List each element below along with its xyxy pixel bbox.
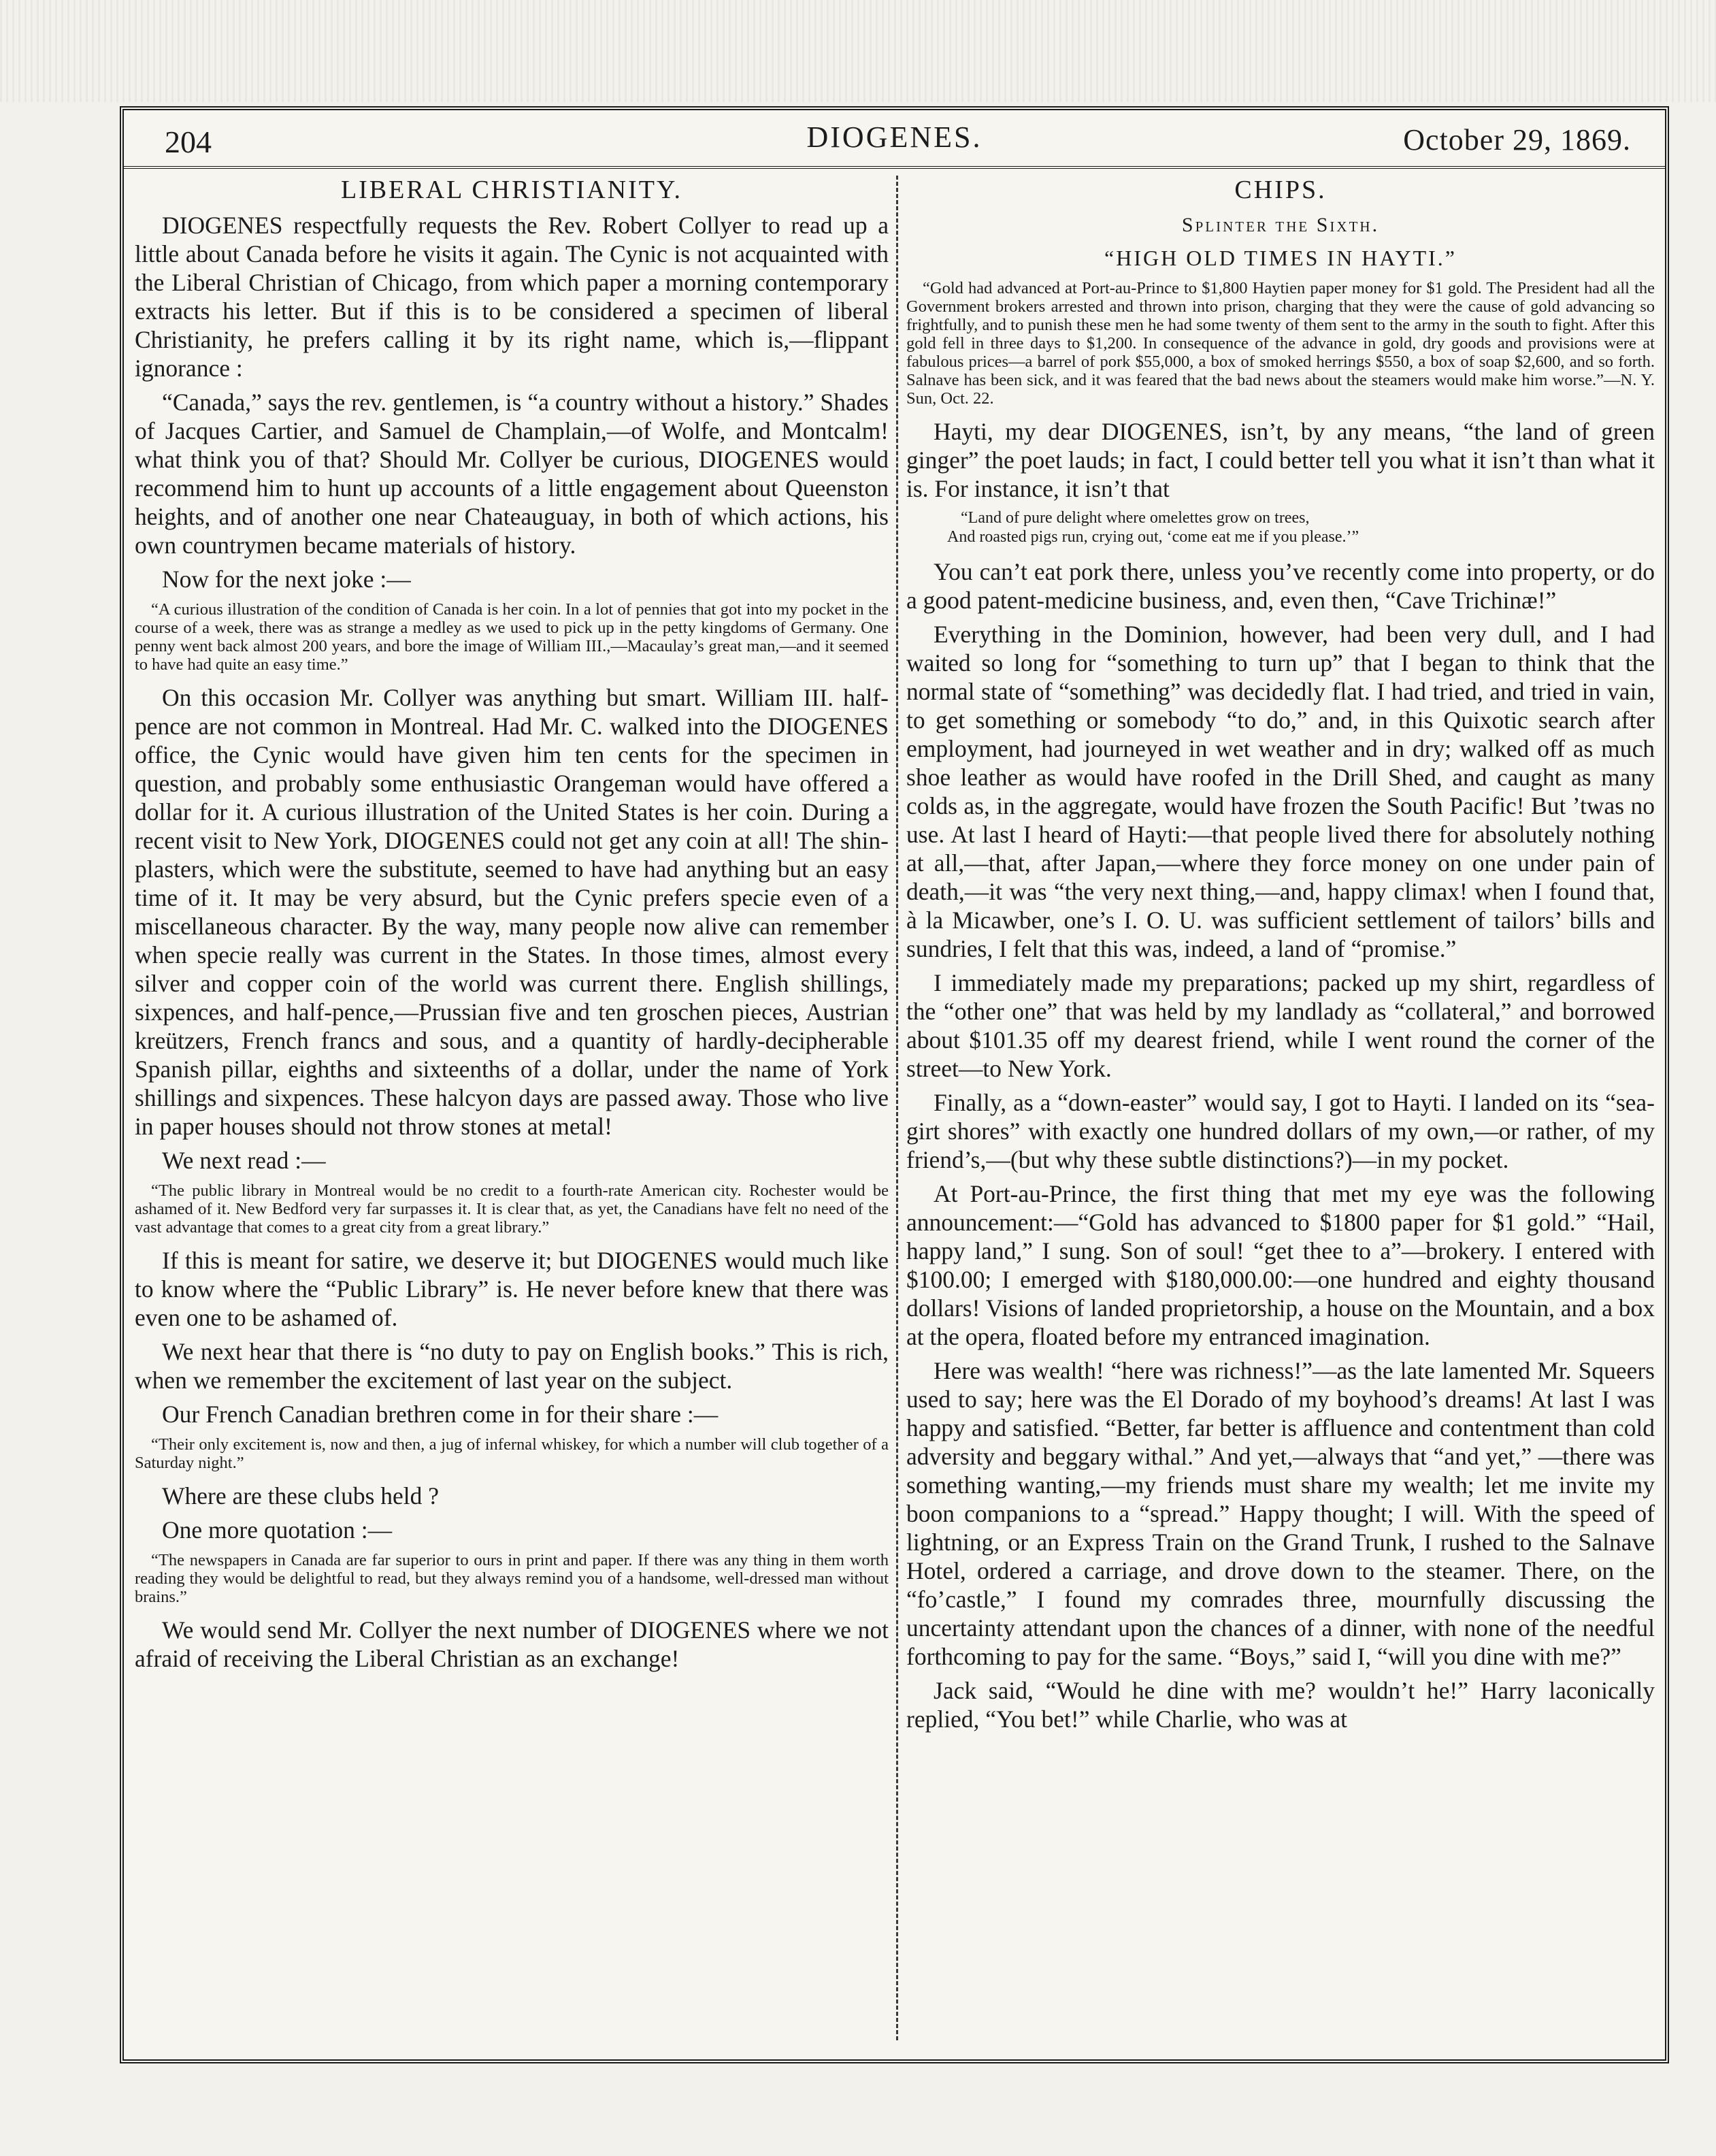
paper-texture xyxy=(0,0,1716,102)
paragraph: I immediately made my preparations; packed up my shirt, regardless of the “other one” that was held by my landlady as “collateral,” and borrowed about $101.35 off my dearest friend, while I went round the corner of the street—to New York. xyxy=(906,969,1655,1082)
paragraph: On this occasion Mr. Collyer was anything but smart. William III. half-pence are not common in Montreal. Had Mr. C. walked into the DIOGENES office, the Cynic would have given him ten cents for the specimen in question, and probably some enthusiastic Orangeman would have offered a dollar for it. A curious illustration of the United States is her coin. During a recent visit to New York, DIOGENES could not get any coin at all! The shin-plasters, which were the substitute, seemed to have had anything but an easy time of it. It may be very absurd, but the Cynic prefers specie even of a miscellaneous character. By the way, many people now alive can remember when specie really was current in the States. In those times, almost every silver and copper coin of the world was current there. English shillings, sixpences, and half-pence,—Prussian five and ten groschen pieces, Austrian kreützers, French francs and sous, and a quantity of hardly-decipherable Spanish pillar, eighths and sixteenths of a dollar, under the name of York shillings and sixpences. These halcyon days are passed away. Those who live in paper houses should not throw stones at metal! xyxy=(135,684,889,1140)
paragraph: Now for the next joke :— xyxy=(162,566,411,593)
paragraph: Everything in the Dominion, however, had been very dull, and I had waited so long for “something to turn up” that I began to think that the normal state of “something” was decidedly flat. I had tried, and tried in vain, to get something or somebody “to do,” and, in this Quixotic search after employment, had journeyed in wet weather and in dry; walked off as much shoe leather as would have roofed in the Drill Shed, and caught as many colds as, in the aggregate, would have frozen the South Pacific! But ’twas no use. At last I heard of Hayti:—that people lived there for absolutely nothing at all,—that, after Japan,—where they force money on one under pain of death,—it was “the very next thing,—and, happy climax! when I found that, à la Micawber, one’s I. O. U. was sufficient settlement of tailors’ bills and sundries, I felt that this was, indeed, a land of “promise.” xyxy=(906,621,1655,962)
quotation: “The public library in Montreal would be no credit to a fourth-rate American city. Rochester would be ashamed of it. New Bedford very far surpasses it. It is clear that, as yet, the Canadians have felt no need of the vast advantage that comes to a great city from a great library.” xyxy=(135,1181,889,1237)
paragraph: DIOGENES respectfully requests the Rev. Robert Collyer to read up a little about Canada before he visits it again. The Cynic is not acquainted with the Liberal Christian of Chicago, from which paper a morning contemporary extracts his letter. But if this is to be considered a specimen of liberal Christianity, he prefers calling it by its right name, which is,—flippant ignorance : xyxy=(135,212,889,382)
left-article-body xyxy=(135,211,889,1673)
paragraph: We next hear that there is “no duty to pay on English books.” This is rich, when we remember the excitement of last year on the subject. xyxy=(135,1338,889,1394)
intro-quote: “Gold had advanced at Port-au-Prince to $1,800 Haytien paper money for $1 gold. The President had all the Government brokers arrested and thrown into prison, charging that they were the cause of gold advancing so frightfully, and to punish these men he had some twenty of them sent to the army in the south to fight. After this gold fell in three days to $1,200. In consequence of the advance in gold, dry goods and provisions were at fabulous prices—a barrel of pork $55,000, a box of smoked herrings $550, a box of soap $2,600, and so forth. Salnave has been sick, and it was feared that the bad news about the steamers would make him worse.”—N. Y. Sun, Oct. 22. xyxy=(906,279,1655,408)
column-divider xyxy=(896,176,898,2040)
chips-subhead: “HIGH OLD TIMES IN HAYTI.” xyxy=(1104,246,1457,270)
quotation: “The newspapers in Canada are far superior to ours in print and paper. If there was any thing in them worth reading they would be delightful to read, but they always remind you of a handsome, well-dressed man without brains.” xyxy=(135,1551,889,1606)
article-title: LIBERAL CHRISTIANITY. xyxy=(340,176,683,204)
verse xyxy=(947,508,1655,546)
verse-line: “Land of pure delight where omelettes grow on trees, xyxy=(961,509,1310,527)
quotation: “A curious illustration of the condition of Canada is her coin. In a lot of pennies that got into my pocket in the course of a week, there was as strange a medley as we used to pick up in the petty kingdoms of Germany. One penny went back almost 200 years, and bore the image of William III.,—Macaulay’s great man,—and it seemed to have had quite an easy time.” xyxy=(135,600,889,674)
masthead: DIOGENES. xyxy=(806,120,983,154)
paragraph: You can’t eat pork there, unless you’ve recently come into property, or do a good patent-medicine business, and, even then, “Cave Trichinæ!” xyxy=(906,558,1655,614)
verse-line: And roasted pigs run, crying out, ‘come eat me if you please.’” xyxy=(947,528,1359,546)
left-column xyxy=(135,176,889,2034)
chips-subtitle: Splinter the Sixth. xyxy=(1181,214,1380,236)
right-column xyxy=(906,176,1655,2034)
paragraph: Where are these clubs held ? xyxy=(162,1482,440,1509)
paragraph: “Canada,” says the rev. gentlemen, is “a country without a history.” Shades of Jacques Cartier, and Samuel de Champlain,—of Wolfe, and Montcalm! what think you of that? Should Mr. Collyer be curious, DIOGENES would recommend him to hunt up accounts of a little engagement about Queenston heights, and of another one near Chateauguay, in both of which actions, his own countrymen became materials of history. xyxy=(135,389,889,559)
paragraph: We next read :— xyxy=(162,1147,326,1174)
paragraph: One more quotation :— xyxy=(162,1516,393,1544)
paragraph: If this is meant for satire, we deserve it; but DIOGENES would much like to know where the “Public Library” is. He never before knew that there was even one to be ashamed of. xyxy=(135,1247,889,1331)
issue-date: October 29, 1869. xyxy=(1403,123,1631,157)
paragraph: Our French Canadian brethren come in for their share :— xyxy=(162,1401,719,1428)
paragraph: We would send Mr. Collyer the next number of DIOGENES where we not afraid of receiving the Liberal Christian as an exchange! xyxy=(135,1616,889,1672)
page-number: 204 xyxy=(165,125,212,159)
paragraph: At Port-au-Prince, the first thing that met my eye was the following announcement:—“Gold has advanced to $1800 paper for $1 gold.” “Hail, happy land,” I sung. Son of soul! “get thee to a”—brokery. I entered with $100.00; I emerged with $180,000.00:—one hundred and eighty thousand dollars! Visions of landed proprietorship, a house on the Mountain, and a box at the opera, floated before my entranced imagination. xyxy=(906,1180,1655,1350)
page-header xyxy=(124,110,1665,169)
quotation: “Their only excitement is, now and then, a jug of infernal whiskey, for which a number will club together of a Saturday night.” xyxy=(135,1435,889,1472)
paragraph: Here was wealth! “here was richness!”—as the late lamented Mr. Squeers used to say; here was the El Dorado of my boyhood’s dreams! At last I was happy and satisfied. “Better, far better is affluence and contentment than cold adversity and beggary withal.” And yet,—always that “and yet,” —there was something wanting,—my friends must share my wealth; let me invite my boon companions to a “spread.” Happy thought; I will. With the speed of lightning, or an Express Train on the Grand Trunk, I rushed to the Salnave Hotel, ordered a carriage, and drove down to the steamer. There, on the “fo’castle,” I found my comrades three, mournfully discussing the uncertainty attendant upon the chances of a dinner, with none of the needful forthcoming to pay for the same. “Boys,” said I, “will you dine with me?” xyxy=(906,1357,1655,1670)
chips-title: CHIPS. xyxy=(1234,176,1327,204)
paragraph: Hayti, my dear DIOGENES, isn’t, by any means, “the land of green ginger” the poet lauds; in fact, I could better tell you what it isn’t than what it is. For instance, it isn’t that xyxy=(906,418,1655,502)
paragraph: Jack said, “Would he dine with me? wouldn’t he!” Harry laconically replied, “You bet!” while Charlie, who was at xyxy=(906,1677,1655,1733)
paragraph: Finally, as a “down-easter” would say, I got to Hayti. I landed on its “sea-girt shores” with exactly one hundred dollars of my own,—or rather, of my friend’s,—(but why these subtle distinctions?)—in my pocket. xyxy=(906,1089,1655,1173)
right-article-body xyxy=(906,557,1655,1733)
newspaper-page xyxy=(120,106,1669,2063)
